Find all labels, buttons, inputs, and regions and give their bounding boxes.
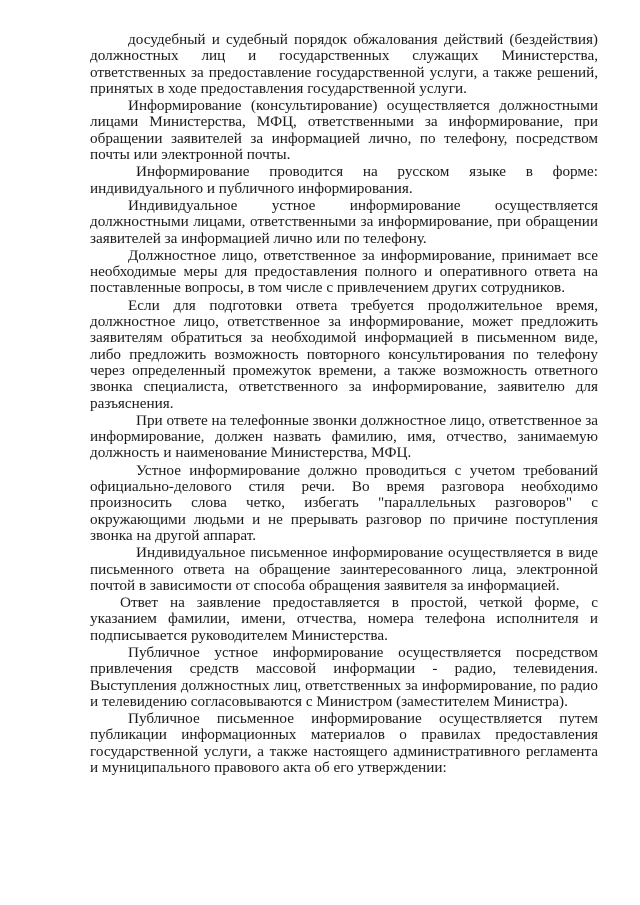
paragraph-oral-style: Устное информирование должно проводиться с учетом требований официально-делового стиля речи. Во время разговора необходимо произносить слова четко, избегать "параллельных разговоров" с окружающими людьми и не прерывать разговор по причине поступления звонка на другой аппарат.	[90, 461, 598, 544]
paragraph-consulting: Информирование (консультирование) осуществляется должностными лицами Министерства, МФЦ, ответственными за информирование, при обращении заявителей за информацией лично, по телефону, посредством почты или электронной почты.	[90, 97, 598, 164]
paragraph-phone-calls: При ответе на телефонные звонки должностное лицо, ответственное за информирование, должен назвать фамилию, имя, отчество, занимаемую должность и наименование Министерства, МФЦ.	[90, 411, 598, 462]
paragraph-official-measures: Должностное лицо, ответственное за информирование, принимает все необходимые меры для предоставления полного и оперативного ответа на поставленные вопросы, в том числе с привлечением других сотрудников.	[90, 246, 598, 297]
paragraph-language: Информирование проводится на русском языке в форме: индивидуального и публичного информирования.	[90, 163, 598, 197]
paragraph-long-answer: Если для подготовки ответа требуется продолжительное время, должностное лицо, ответственное за информирование, может предложить заявителям обратиться за необходимой информацией в письменном виде, либо предложить возможность повторного консультирования по телефону через определенный промежуток времени, а также возможность ответного звонка специалиста, ответственного за информирование, заявителю для разъяснения.	[90, 296, 598, 412]
paragraph-public-written: Публичное письменное информирование осуществляется путем публикации информационных материалов о правилах предоставления государственной услуги, а также настоящего административного регламента и муниципального правового акта об его утверждении:	[90, 710, 598, 777]
paragraph-answer-form: Ответ на заявление предоставляется в простой, четкой форме, с указанием фамилии, имени, отчества, номера телефона исполнителя и подписывается руководителем Министерства.	[90, 594, 598, 644]
paragraph-public-oral: Публичное устное информирование осуществляется посредством привлечения средств массовой информации - радио, телевидения. Выступления должностных лиц, ответственных за информирование, по радио и телевидению согласовываются с Министром (заместителем Министра).	[90, 643, 598, 710]
paragraph-individual-written: Индивидуальное письменное информирование осуществляется в виде письменного ответа на обращение заинтересованного лица, электронной почтой в зависимости от способа обращения заявителя за информацией.	[90, 544, 598, 594]
paragraph-individual-oral: Индивидуальное устное информирование осуществляется должностными лицами, ответственными за информирование, при обращении заявителей за информацией лично или по телефону.	[90, 196, 598, 247]
paragraph-appeal-procedure: досудебный и судебный порядок обжалования действий (бездействия) должностных лиц и государственных служащих Министерства, ответственных за предоставление государственной услуги, а также решений, принятых в ходе предоставления государственной услуги.	[90, 31, 598, 97]
